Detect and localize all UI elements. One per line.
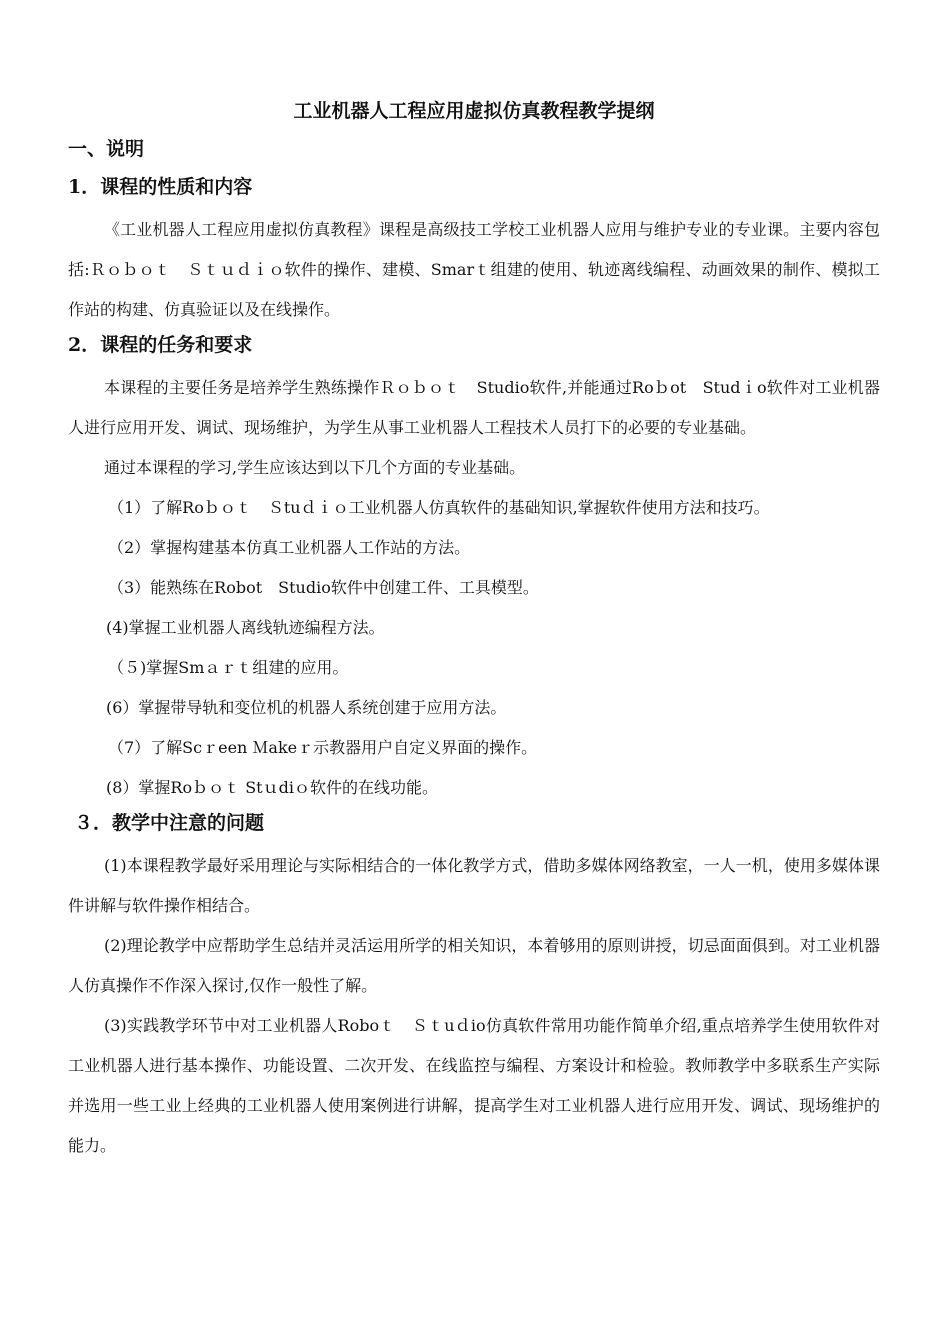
requirement-item-7: （7）了解Scｒeen Ｍakeｒ示教器用户自定义界面的操作。 (108, 738, 538, 757)
paragraph-teaching-note-1: (1)本课程教学最好采用理论与实际相结合的一体化教学方式，借助多媒体网络教室，一人一机，使用多媒体课件讲解与软件操作相结合。 (68, 856, 880, 915)
requirement-item-8: (8）掌握Roｂｏｔ Stｕdiｏ软件的在线功能。 (106, 778, 438, 797)
requirement-item-3: （3）能熟练在Robot Studio软件中创建工件、工具模型。 (108, 578, 539, 597)
subsection-heading-nature: 1．课程的性质和内容 (68, 176, 253, 198)
paragraph-teaching-note-2: (2)理论教学中应帮助学生总结并灵活运用所学的相关知识，本着够用的原则讲授，切忌面面俱到。对工业机器人仿真操作不作深入探讨,仅作一般性了解。 (68, 936, 880, 995)
subsection-heading-tasks: 2．课程的任务和要求 (68, 334, 253, 356)
document-title: 工业机器人工程应用虚拟仿真教程教学提纲 (293, 100, 655, 122)
paragraph-tasks: 本课程的主要任务是培养学生熟练操作Ｒｏｂｏｔ Studio软件,并能通过Roｂot Studｉo软件对工业机器人进行应用开发、调试、现场维护，为学生从事工业机器人工程技术人员打下的必要的专业基础。 (68, 378, 880, 437)
paragraph-teaching-note-3: (3)实践教学环节中对工业机器人Roboｔ Ｓｔuｄio仿真软件常用功能作简单介绍,重点培养学生使用软件对工业机器人进行基本操作、功能设置、二次开发、在线监控与编程、方案设计和检验。教师教学中多联系生产实际并选用一些工业上经典的工业机器人使用案例进行讲解，提高学生对工业机器人进行应用开发、调试、现场维护的能力。 (68, 1016, 880, 1155)
requirement-item-4: (4)掌握工业机器人离线轨迹编程方法。 (106, 618, 385, 637)
paragraph-nature-content: 《工业机器人工程应用虚拟仿真教程》课程是高级技工学校工业机器人应用与维护专业的专业课。主要内容包括:Ｒｏｂｏｔ Ｓｔｕｄｉｏ软件的操作、建模、Smarｔ组建的使用、轨迹离线编程、动画效果的制作、模拟工作站的构建、仿真验证以及在线操作。 (68, 220, 880, 319)
requirement-item-5: （５)掌握Smａｒｔ组建的应用。 (108, 658, 349, 677)
section-heading-explanation: 一、说明 (68, 138, 145, 160)
paragraph-requirements-intro: 通过本课程的学习,学生应该达到以下几个方面的专业基础。 (104, 458, 526, 477)
requirement-item-2: （2）掌握构建基本仿真工业机器人工作站的方法。 (108, 538, 471, 557)
subsection-heading-teaching-notes: ３．教学中注意的问题 (74, 812, 265, 834)
requirement-item-1: （1）了解Roｂｏｔ Ｓtuｄｉｏ工业机器人仿真软件的基础知识,掌握软件使用方法和技巧。 (108, 498, 770, 517)
requirement-item-6: (6）掌握带导轨和变位机的机器人系统创建于应用方法。 (106, 698, 507, 717)
